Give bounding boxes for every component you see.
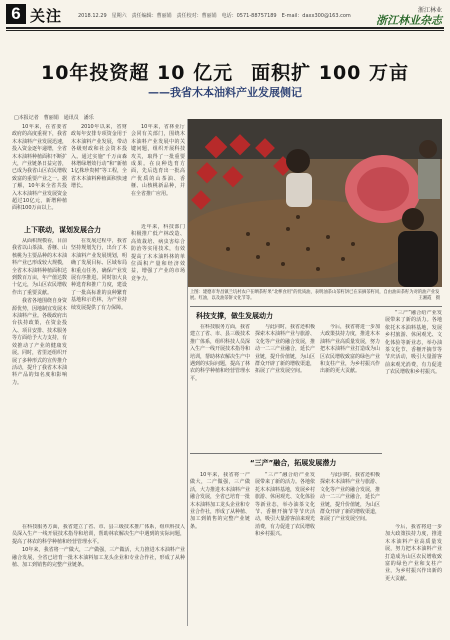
- section-heading: “三产”融合，拓展发展潜力: [250, 459, 337, 467]
- section-divider: [190, 453, 382, 454]
- article-column: [12, 238, 67, 520]
- subheadline: ——我省木本油料产业发展侧记: [148, 86, 302, 99]
- header-meta: 2018.12.29 星期六 责任编辑：曹丽娟 责任校对：曹丽娟 电话：0571-88757189 E-mail：daxx300@163.com: [78, 13, 351, 19]
- article-column: [255, 324, 315, 448]
- header-rule: [6, 27, 444, 29]
- paragraph: “三产”融合给产业发展带来了新的活力。各地依托木本油料基地，发展乡村旅游、休闲观光、文化体验等新业态，举办油茶文化节、香榧开摘节等节庆活动，吸引大量游客前来观光消费，有力促进了农民增收和乡村振兴。: [255, 472, 315, 538]
- article-column: [12, 124, 67, 220]
- article-column: [190, 324, 250, 448]
- caption-text: 上图：建德市寿昌镇兰坑村农户在晒茶籽果“北榨食用”的优质油，表明油茶山茶籽饼已在采摘茶籽同，自由油田茶籽为对的油产业发展。红油，以及油茶饼文化节等。: [190, 290, 440, 301]
- paragraph: 10年来，省林业厅会同有关部门，围绕木本油料产业发展中的关键问题，组织开展科技攻关，取得了一批重要成果。在良种选育方面，先后选育出一批高产优质的山茶油、香榧、山核桃新品种，并在全省推广应用。: [131, 124, 185, 197]
- photo-image: [188, 119, 442, 287]
- article-column: [190, 472, 250, 626]
- paragraph: 从面积规模看，目前我省以山茶油、香榧、山核桃为主要品种的木本油料产业已形成较大规模，全省木本油料种植面积达到数百万亩，年产值达数十亿元，为山区农民增收作出了重要贡献。: [12, 238, 67, 296]
- page-header: [6, 4, 444, 26]
- section-title: 关注: [30, 7, 63, 25]
- page-number: 6: [6, 4, 26, 24]
- headline: [0, 58, 450, 85]
- paragraph: 与此同时，我省还积极探索木本油料产业与旅游、文化等产业的融合发展，推动一二三产业融合，延长产业链，提升价值链，为山区群众开辟了新的增收渠道，拓展了产业发展空间。: [255, 324, 315, 375]
- paragraph: 10年来，我省将一产做大，二产做强，三产做活，大力推进木本油料产业融合发展，全省已培育一批木本油料加工龙头企业和专业合作社，形成了从种植、加工到销售的完整产业链条。: [190, 472, 250, 530]
- article-column: [255, 472, 315, 626]
- photo-drying-oil-tea-seeds: [188, 119, 442, 287]
- column-divider: [187, 119, 188, 626]
- paragraph: 我省各地围绕自身资源优势，因地制宜发展木本油料产业。各级政府出台扶持政策，在资金投入、项目安排、技术服务等方面给予大力支持，有效推动了产业的健康发展。同时，省里还组织开展了多种形式的宣传推介活动，提升了我省木本油料产品的知名度和影响力。: [12, 298, 67, 386]
- article-column: [385, 310, 442, 520]
- paragraph: 在发展过程中，我省坚持规划先行，出台了木本油料产业发展规划，明确了发展目标、区域布局和重点任务，确保产业发展有序推进。同时加大良种选育和推广力度，建设了一批高标准的良种繁育基地和示范林，为产业持续发展提供了有力保障。: [71, 238, 127, 311]
- article-column: [320, 472, 380, 626]
- paragraph: 近年来，科技部门积极推广低产林改造、高效栽培、病虫害综合防治等实用技术，有效提高了木本油料林的单位面积产量和经济效益，增强了产业的市场竞争力。: [131, 224, 185, 282]
- headline-part2: 面积扩 100 万亩: [251, 62, 409, 84]
- paragraph: “三产”融合给产业发展带来了新的活力。各地依托木本油料基地，发展乡村旅游、休闲观光、文化体验等新业态，举办油茶文化节、香榧开摘节等节庆活动，吸引大量游客前来观光消费，有力促进了农民增收和乡村振兴。: [385, 310, 442, 376]
- paragraph: 今后，我省将进一步加大政策扶持力度，推进木本油料产业高质量发展，努力把木本油料产业打造成为山区农民增收致富的绿色产业和支柱产业，为乡村振兴作出新的更大贡献。: [320, 324, 380, 375]
- photo-caption: [190, 290, 440, 302]
- article-column: [320, 324, 380, 448]
- section-heading: 科技支撑，做生发展动力: [196, 312, 273, 320]
- photo-credit: 王湘霞 摄: [418, 296, 440, 301]
- paragraph: 2010年以来，省财政每年安排专项资金用于木本油料产业发展，带动各级财政和社会资本投入。通过实施“千万亩森林增绿增效行动”和“新植1亿株珍贵树”等工程，全省木本油料种植面积快速增长。: [71, 124, 127, 190]
- section-divider: [190, 306, 442, 307]
- brand-top-text: 浙江林业: [417, 7, 442, 14]
- header-rule-thin: [6, 30, 444, 31]
- brand-logo: 浙江林业杂志: [376, 14, 442, 27]
- article-column: [131, 124, 185, 220]
- paragraph: 今后，我省将进一步加大政策扶持力度，推进木本油料产业高质量发展，努力把木本油料产业打造成为山区农民增收致富的绿色产业和支柱产业，为乡村振兴作出新的更大贡献。: [385, 524, 442, 582]
- article-column: [71, 124, 127, 220]
- article-column: [12, 524, 185, 626]
- paragraph: 在科技服务方面，我省建立了省、市、县三级技术推广体系，组织科技人员深入生产一线开展技术指导和培训，帮助林农解决生产中遇到的实际问题，提高了林农的科学种植和经营管理水平。: [12, 524, 185, 545]
- article-column: [71, 238, 127, 520]
- paragraph: 10年来，我省将一产做大，二产做强，三产做活，大力推进木本油料产业融合发展，全省已培育一批木本油料加工龙头企业和专业合作社，形成了从种植、加工到销售的完整产业链条。: [12, 547, 185, 569]
- headline-part1: 10年投资超 10 亿元: [40, 62, 234, 84]
- paragraph: 10年来，在省委省政府的高度重视下，我省木本油料产业发展迅速，投入资金逐年递增，全省木本油料种植面积不断扩大，产业链条日益完善，已成为我省山区农民增收致富的重要产业之一。据了解，10年来全省共投入木本油料产业发展资金超过10亿元，新增种植面积100万亩以上。: [12, 124, 67, 212]
- paragraph: 与此同时，我省还积极探索木本油料产业与旅游、文化等产业的融合发展，推动一二三产业融合，延长产业链，提升价值链，为山区群众开辟了新的增收渠道，拓展了产业发展空间。: [320, 472, 380, 523]
- article-column: [385, 524, 442, 626]
- byline: □本报记者 曹丽娟 通讯员 潘乐: [14, 115, 94, 121]
- paragraph: 在科技服务方面，我省建立了省、市、县三级技术推广体系，组织科技人员深入生产一线开展技术指导和培训，帮助林农解决生产中遇到的实际问题，提高了林农的科学种植和经营管理水平。: [190, 324, 250, 382]
- article-column: [131, 224, 185, 520]
- section-heading: 上下联动，谋划发展合力: [24, 226, 101, 234]
